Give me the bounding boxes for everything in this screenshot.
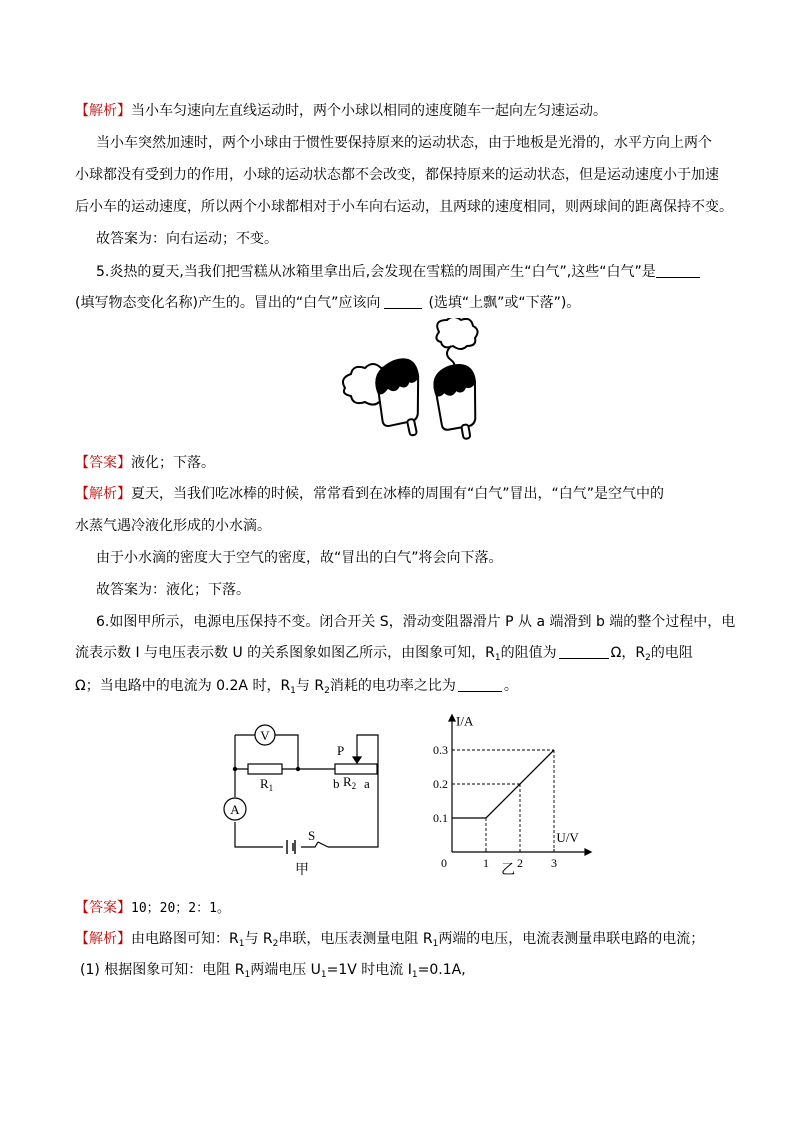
q6-question-line3 [75, 676, 725, 701]
q6-text: Ω，R [610, 645, 646, 661]
switch-label: S [308, 828, 316, 843]
r2-label [343, 774, 356, 791]
subscript: 1 [494, 653, 501, 663]
analysis-text: =0.1A, [417, 962, 466, 978]
x-tick-label: 2 [517, 856, 523, 870]
x-axis-arrow [584, 848, 592, 856]
junction-left [233, 767, 237, 771]
rheostat-r2 [335, 764, 377, 774]
slider-label: P [337, 743, 345, 758]
x-axis-label: U/V [556, 830, 579, 845]
stick-right [461, 424, 470, 439]
r2-subscript: 2 [351, 781, 357, 791]
q5-question-line2 [75, 293, 725, 313]
subscript: 2 [645, 653, 651, 663]
switch-lever [318, 842, 328, 847]
subscript: 1 [411, 970, 418, 980]
x-tick-label: 3 [551, 856, 557, 870]
answer-text: 10；20；2：1。 [131, 901, 230, 916]
analysis-text: =1V 时电流 I [326, 962, 412, 978]
answer-text: 液化；下落。 [131, 455, 215, 471]
q5-analysis-line3: 由于小水滴的密度大于空气的密度，故“冒出的白气”将会向下落。 [96, 550, 503, 566]
wire-main [235, 735, 378, 847]
subscript: 1 [432, 939, 439, 949]
q6-text: 。 [503, 678, 518, 694]
q6-answer [75, 898, 725, 919]
q6-analysis-line2 [80, 960, 730, 985]
ice-cream-illustration [335, 318, 485, 443]
q4-analysis-line1 [75, 101, 725, 121]
y-axis-label: I/A [456, 713, 474, 729]
q6-text: 的阻值为 [500, 645, 557, 661]
analysis-text: 夏天，当我们吃冰棒的时候，常常看到在冰棒的周围有“白气”冒出，“白气”是空气中的 [131, 486, 665, 502]
battery [287, 840, 295, 854]
q5-text: 5.炎热的夏天,当我们把雪糕从冰箱里拿出后,会发现在雪糕的周围产生“白气”,这些“白气”是 [96, 264, 656, 280]
answer-blank [656, 263, 700, 278]
answer-tag: 【答案】 [75, 900, 131, 916]
subscript: 1 [290, 686, 296, 696]
q4-analysis-line4: 后小车的运动速度，所以两个小球都相对于小车向右运动，且两球的速度相同，则两球间的距离保持不变。 [75, 199, 733, 215]
iu-graph [425, 706, 605, 881]
end-a-label: a [364, 776, 370, 791]
q5-text: (选填“上飘”或“下落”)。 [428, 295, 581, 311]
y-tick-label: 0.2 [433, 777, 448, 791]
subscript: 1 [238, 939, 245, 949]
ice-cream-drawing [335, 318, 485, 443]
q5-answer [75, 453, 725, 473]
analysis-tag: 【解析】 [75, 103, 131, 119]
junction-right [296, 767, 300, 771]
analysis-text: 串联，电压表测量电阻 R [278, 931, 433, 947]
slider-arrowhead [353, 757, 361, 763]
q5-question-line1 [96, 262, 746, 282]
answer-blank [559, 644, 609, 659]
analysis-text: 与 R [244, 931, 273, 947]
x-tick-label: 1 [483, 856, 489, 870]
q6-text: 与 R [295, 678, 325, 694]
subscript: 1 [244, 970, 251, 980]
voltmeter-label: V [260, 728, 270, 743]
subscript: 2 [324, 686, 330, 696]
analysis-tag: 【解析】 [75, 486, 131, 502]
x-tick-label: 0 [441, 856, 447, 870]
end-b-label: b [333, 776, 340, 791]
analysis-tag: 【解析】 [75, 931, 131, 947]
subscript: 2 [272, 939, 279, 949]
q6-question-line2 [75, 643, 725, 668]
r1-letter: R [260, 776, 269, 791]
q4-analysis-line3: 小球都没有受到力的作用，小球的运动状态都不会改变，都保持原来的运动状态，但是运动速度小于加速 [75, 167, 719, 183]
answer-blank [384, 294, 422, 309]
q6-text: 消耗的电功率之比为 [329, 678, 456, 694]
analysis-text: 两端的电压，电流表测量串联电路的电流； [438, 931, 705, 947]
q5-analysis-line2: 水蒸气遇冷液化形成的小水滴。 [75, 518, 271, 534]
r1-subscript: 1 [268, 783, 274, 793]
subscript: 1 [320, 970, 327, 980]
answer-blank [458, 677, 502, 692]
r2-letter: R [343, 774, 352, 789]
q6-text: 的电阻 [650, 645, 693, 661]
analysis-text: (1) 根据图象可知：电阻 R [80, 962, 245, 978]
q6-analysis-line1 [75, 929, 725, 954]
analysis-text: 由电路图可知：R [131, 931, 239, 947]
q6-question-line1: 6.如图甲所示，电源电压保持不变。闭合开关 S，滑动变阻器滑片 P 从 a 端滑到 b 端的整个过程中，电 [96, 614, 736, 630]
iu-graph-svg [425, 706, 605, 881]
resistor-r1 [248, 764, 282, 774]
analysis-text: 当小车匀速向左直线运动时，两个小球以相同的速度随车一起向左匀速运动。 [131, 103, 607, 119]
circuit-svg [215, 712, 390, 882]
q6-text: 流表示数 I 与电压表示数 U 的关系图象如图乙所示，由图象可知，R [75, 645, 495, 661]
graph-caption: 乙 [501, 863, 516, 878]
circuit-caption: 甲 [295, 863, 309, 878]
q6-text: Ω；当电路中的电流为 0.2A 时，R [75, 678, 291, 694]
q5-conclusion: 故答案为：液化；下落。 [96, 582, 250, 598]
q5-analysis-line1 [75, 484, 725, 504]
vapor-cloud-right [436, 318, 477, 349]
ammeter-label: A [230, 802, 240, 817]
q5-text: (填写物态变化名称)产生的。冒出的“白气”应该向 [75, 295, 381, 311]
circuit-diagram [215, 712, 390, 882]
answer-tag: 【答案】 [75, 455, 131, 471]
y-tick-label: 0.1 [433, 811, 448, 825]
y-tick-label: 0.3 [433, 743, 448, 757]
y-axis-arrow [448, 714, 456, 722]
stick-left [407, 419, 417, 436]
analysis-text: 两端电压 U [250, 962, 321, 978]
r1-label [260, 776, 273, 793]
q4-analysis-line2: 当小车突然加速时，两个小球由于惯性要保持原来的运动状态，由于地板是光滑的，水平方向上两个 [96, 135, 712, 151]
q4-conclusion: 故答案为：向右运动；不变。 [96, 231, 278, 247]
